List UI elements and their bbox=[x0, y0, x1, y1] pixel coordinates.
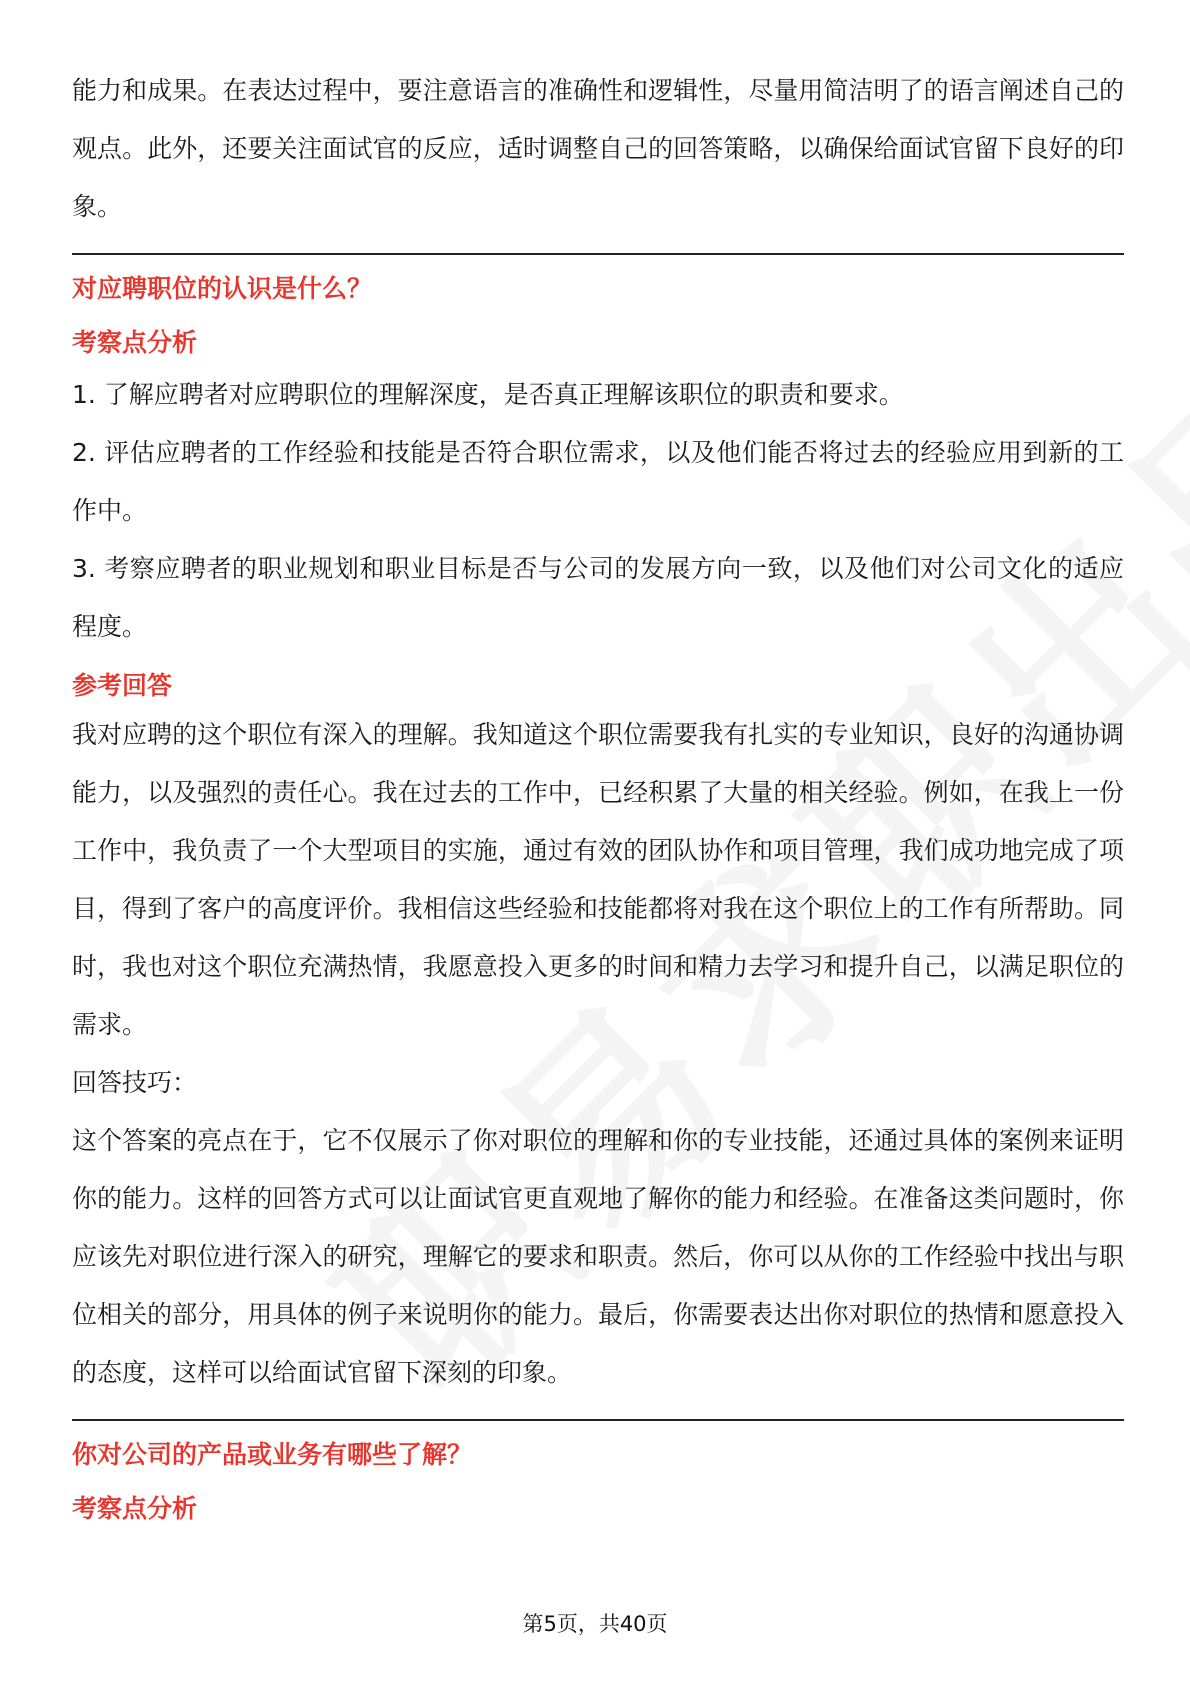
tips-paragraph: 这个答案的亮点在于，它不仅展示了你对职位的理解和你的专业技能，还通过具体的案例来证明你的能力。这样的回答方式可以让面试官更直观地了解你的能力和经验。在准备这类问题时，你应该先对职位进行深入的研究，理解它的要求和职责。然后，你可以从你的工作经验中找出与职位相关的部分，用具体的例子来说明你的能力。最后，你需要表达出你对职位的热情和愿意投入的态度，这样可以给面试官留下深刻的印象。 bbox=[72, 1126, 1124, 1387]
list-item: 2. 评估应聘者的工作经验和技能是否符合职位需求，以及他们能否将过去的经验应用到新的工作中。 bbox=[72, 438, 1124, 525]
question-heading: 对应聘职位的认识是什么？ bbox=[72, 274, 373, 303]
tips-label: 回答技巧： bbox=[72, 1068, 198, 1097]
list-item: 3. 考察应聘者的职业规划和职业目标是否与公司的发展方向一致，以及他们对公司文化的适应程度。 bbox=[72, 554, 1124, 641]
answer-paragraph: 我对应聘的这个职位有深入的理解。我知道这个职位需要我有扎实的专业知识，良好的沟通协调能力，以及强烈的责任心。我在过去的工作中，已经积累了大量的相关经验。例如，在我上一份工作中，我负责了一个大型项目的实施，通过有效的团队协作和项目管理，我们成功地完成了项目，得到了客户的高度评价。我相信这些经验和技能都将对我在这个职位上的工作有所帮助。同时，我也对这个职位充满热情，我愿意投入更多的时间和精力去学习和提升自己，以满足职位的需求。 bbox=[72, 720, 1124, 1039]
analysis-heading: 考察点分析 bbox=[72, 1494, 198, 1523]
intro-paragraph: 能力和成果。在表达过程中，要注意语言的准确性和逻辑性，尽量用简洁明了的语言阐述自己的观点。此外，还要关注面试官的反应，适时调整自己的回答策略，以确保给面试官留下良好的印象。 bbox=[72, 76, 1124, 221]
section-divider bbox=[72, 253, 1124, 255]
answer-heading: 参考回答 bbox=[72, 671, 173, 700]
analysis-points bbox=[72, 366, 1124, 656]
document-page bbox=[72, 62, 1124, 1529]
question-heading: 你对公司的产品或业务有哪些了解？ bbox=[72, 1440, 473, 1469]
page-number: 第5页，共40页 bbox=[522, 1612, 668, 1636]
analysis-heading: 考察点分析 bbox=[72, 328, 198, 357]
list-item: 1. 了解应聘者对应聘职位的理解深度，是否真正理解该职位的职责和要求。 bbox=[72, 380, 904, 409]
section-divider bbox=[72, 1419, 1124, 1421]
